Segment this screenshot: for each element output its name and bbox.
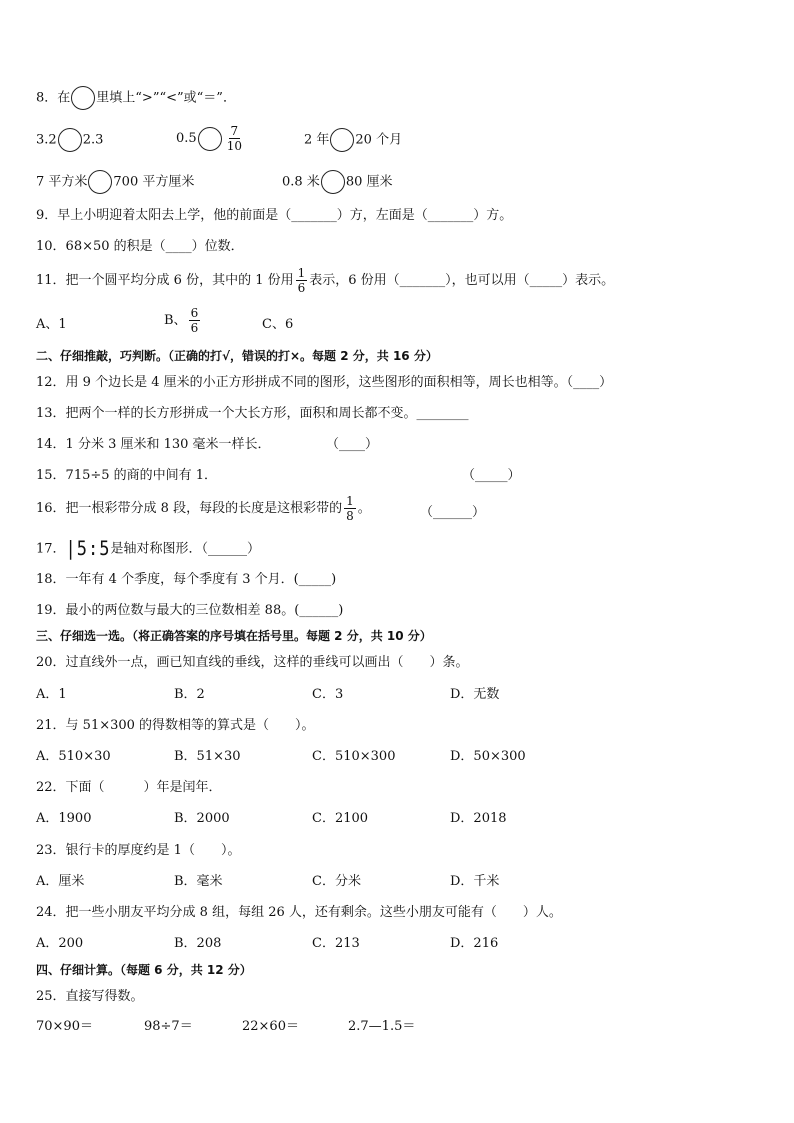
option-a[interactable]: A．200 [36,936,84,951]
section-2-heading: 二、仔细推敲，巧判断。（正确的打√，错误的打×。每题 2 分，共 16 分） [36,349,438,363]
option-a[interactable]: A．1900 [36,811,92,826]
question-8-row-1-c [304,128,402,152]
option-c[interactable]: C．分米 [312,874,361,889]
section-3-heading: 三、仔细选一选。（将正确答案的序号填在括号里。每题 2 分，共 10 分） [36,629,432,643]
option-b[interactable]: B．51×30 [174,749,241,764]
question-9: 9．早上小明迎着太阳去上学，他的前面是（_______）方，左面是（_______）方。 [36,208,513,223]
q15-blank[interactable]: （_____） [462,468,521,483]
q11-text: 表示，6 份用（_______），也可以用（_____）表示。 [309,273,615,288]
option-c[interactable]: C．3 [312,687,344,702]
q8-value: 700 平方厘米 [113,174,195,190]
answer-circle[interactable] [58,128,82,152]
question-25: 25．直接写得数。 [36,989,144,1004]
option-c[interactable]: C．213 [312,936,360,951]
fraction-numerator: 1 [346,494,354,508]
question-8-row-1-b [176,124,246,153]
q21-options [36,748,588,766]
question-10: 10．68×50 的积是（____）位数． [36,239,244,254]
q8-value: 3.2 [36,132,57,148]
fraction-numerator: 1 [297,266,306,280]
answer-circle[interactable] [88,170,112,194]
question-24: 24．把一些小朋友平均分成 8 组，每组 26 人，还有剩余。这些小朋友可能有（ ）人。 [36,905,562,920]
q17-text: 是轴对称图形．（______） [110,541,261,557]
question-19: 19．最小的两位数与最大的三位数相差 88。(______) [36,603,344,618]
q8-value: 7 平方米 [36,174,88,190]
question-20: 20．过直线外一点，画已知直线的垂线，这样的垂线可以画出（ ）条。 [36,655,469,670]
option-c[interactable]: C．510×300 [312,749,396,764]
answer-circle[interactable] [198,127,222,151]
option-d[interactable]: D．2018 [450,811,507,826]
question-15: 15．715÷5 的商的中间有 1． [36,468,218,483]
fraction-denominator: 6 [190,321,199,335]
option-d[interactable]: D．216 [450,936,499,951]
q16-text: 16．把一根彩带分成 8 段，每段的长度是这根彩带的 [36,501,343,516]
q22-options [36,810,588,828]
question-17 [36,537,261,561]
q8-value: 20 个月 [355,132,403,148]
option-b[interactable]: B．208 [174,936,222,951]
digital-digits: |5:5 [65,537,111,561]
option-c[interactable]: C．2100 [312,811,369,826]
question-16 [36,494,371,523]
question-18: 18．一年有 4 个季度，每个季度有 3 个月．(_____) [36,572,337,587]
answer-circle[interactable] [321,170,345,194]
question-8-row-2-b [282,170,393,194]
option-b[interactable]: B．2000 [174,811,230,826]
q25-item-1: 70×90＝ [36,1019,93,1034]
question-23: 23．银行卡的厚度约是 1（ ）。 [36,843,241,858]
q23-options [36,873,588,891]
question-14 [36,436,271,454]
fraction-denominator: 8 [346,509,354,523]
q14-blank[interactable]: （____） [326,437,379,452]
question-11 [36,266,614,295]
option-label: B、 [164,313,187,328]
q25-item-2: 98÷7＝ [144,1019,193,1034]
answer-circle[interactable] [71,86,95,110]
q8-value: 0.5 [176,131,197,146]
q8-text-a: 8．在 [36,90,71,106]
option-d[interactable]: D．50×300 [450,749,526,764]
q11-text: 11．把一个圆平均分成 6 份，其中的 1 份用 [36,273,294,288]
q25-item-4: 2.7—1.5＝ [348,1019,416,1034]
question-8-row-2 [36,170,194,194]
q24-options [36,935,588,953]
fraction [296,266,308,295]
fraction [225,124,244,153]
q8-value: 2 年 [304,132,330,148]
question-21: 21．与 51×300 的得数相等的算式是（ ）。 [36,718,315,733]
question-8-row-1 [36,128,103,152]
question-8 [36,86,236,110]
fraction-numerator: 7 [230,124,239,138]
fraction-denominator: 10 [226,139,242,153]
q11-option-c[interactable]: C、6 [262,317,294,332]
q14-text: 14．1 分米 3 厘米和 130 毫米一样长． [36,437,271,452]
q8-value: 80 厘米 [345,174,393,190]
fraction-denominator: 6 [297,281,306,295]
q16-text: 。 [357,501,371,516]
fraction [189,306,201,335]
fraction-numerator: 6 [190,306,199,320]
option-a[interactable]: A．510×30 [36,749,111,764]
q25-item-3: 22×60＝ [242,1019,299,1034]
q17-number: 17． [36,541,66,557]
option-a[interactable]: A．1 [36,687,67,702]
option-b[interactable]: B．2 [174,687,205,702]
q20-options [36,686,588,704]
q8-text-b: 里填上“>”“<”或“＝”． [96,90,236,106]
q11-option-b[interactable] [164,306,202,335]
question-13: 13．把两个一样的长方形拼成一个大长方形，面积和周长都不变。________ [36,406,469,421]
option-b[interactable]: B．毫米 [174,874,223,889]
section-4-heading: 四、仔细计算。（每题 6 分，共 12 分） [36,963,252,977]
option-a[interactable]: A．厘米 [36,874,85,889]
option-d[interactable]: D．千米 [450,874,500,889]
option-d[interactable]: D．无数 [450,687,500,702]
q16-blank[interactable]: （______） [420,505,486,520]
answer-circle[interactable] [330,128,354,152]
question-22: 22．下面（ ）年是闰年． [36,780,222,795]
question-12: 12．用 9 个边长是 4 厘米的小正方形拼成不同的图形，这些图形的面积相等，周长也相等。（____） [36,375,613,390]
fraction [344,494,356,523]
q8-value: 2.3 [82,132,104,148]
q11-option-a[interactable]: A、1 [36,317,67,332]
q8-value: 0.8 米 [282,174,320,190]
